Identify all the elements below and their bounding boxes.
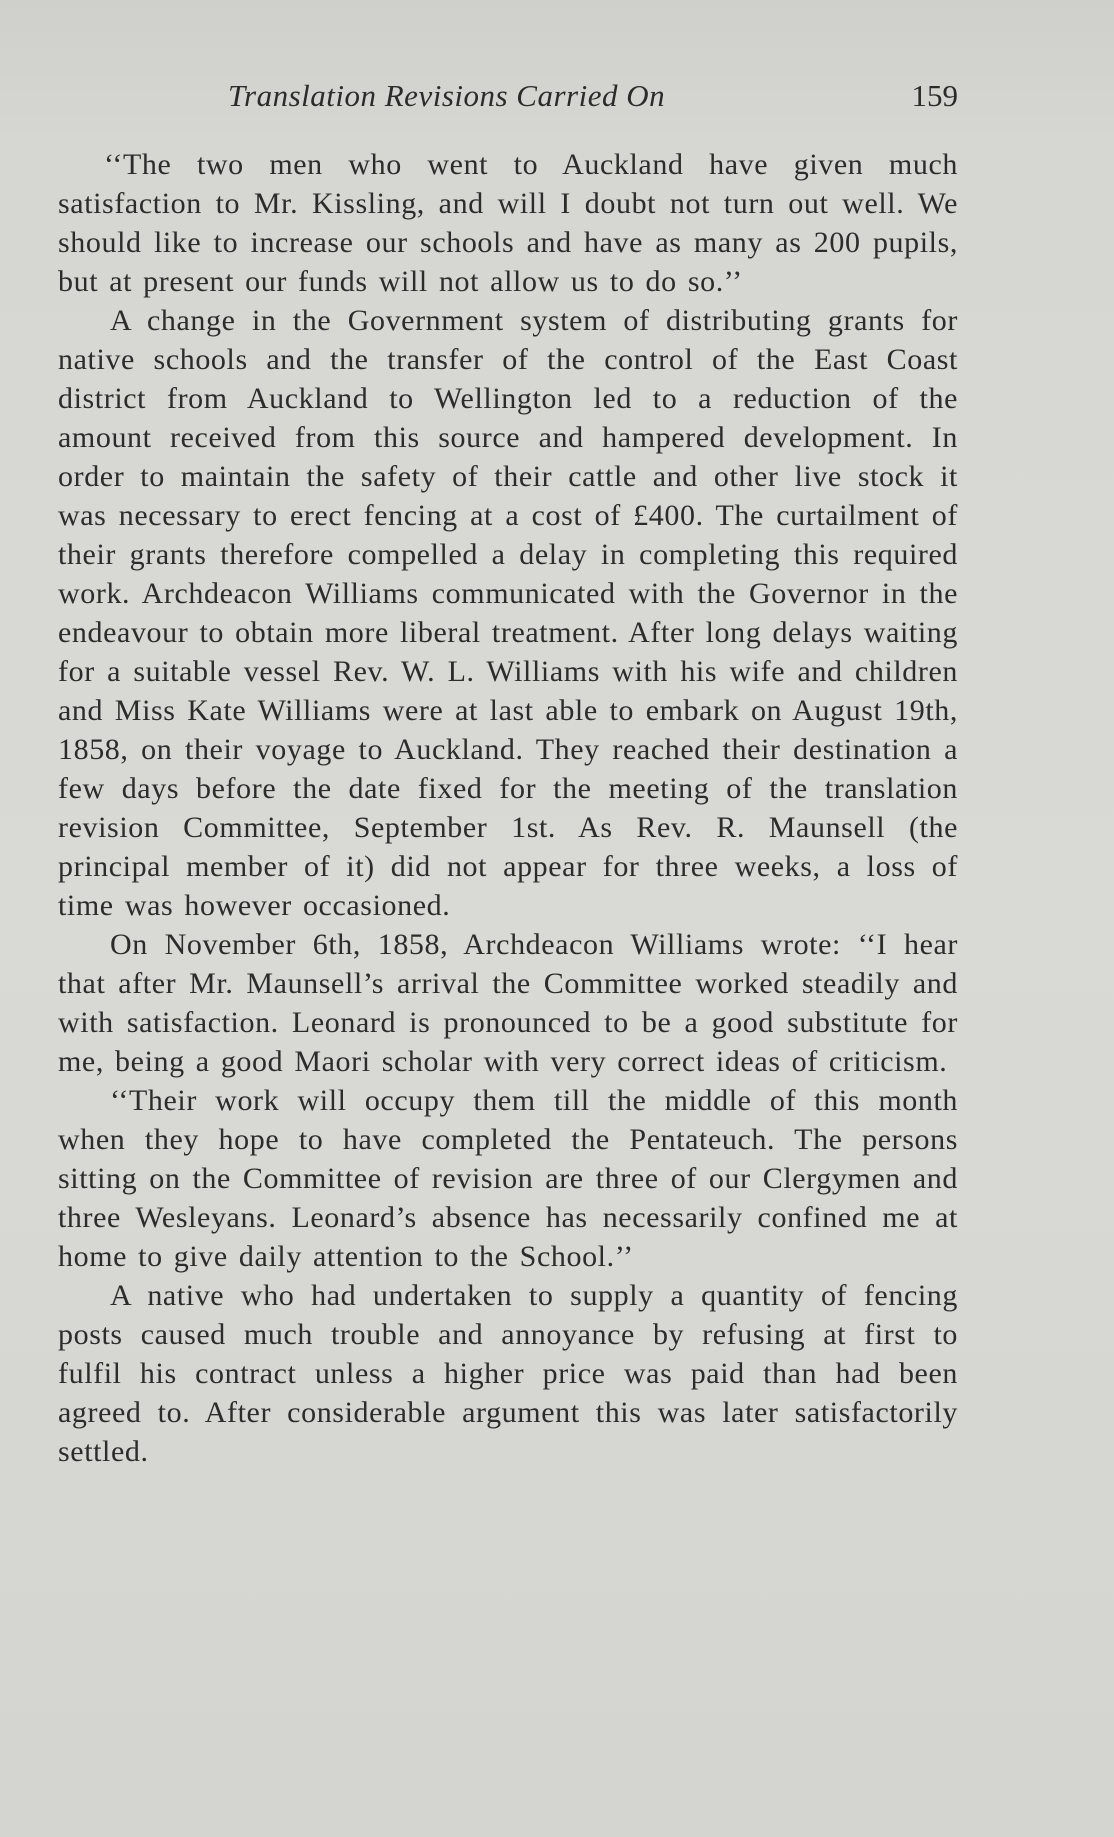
paragraph-quote-auckland: ‘‘The two men who went to Auckland have given much satisfaction to Mr. Kissling, and will I doubt not turn out well. We should like to increase our schools and have as many as 200 pupils, but at present our funds will not allow us to do so.’’ [58, 148, 958, 298]
running-title: Translation Revisions Carried On [228, 78, 666, 113]
body-text [58, 145, 958, 1471]
page-number: 159 [911, 78, 958, 113]
paragraph-fencing-posts: A native who had undertaken to supply a quantity of fencing posts caused much trouble and annoyance by refusing at first to fulfil his contract unless a higher price was paid than had been agreed to. After considerable argument this was later satisfactorily settled. [58, 1279, 958, 1468]
paragraph-archdeacon-letter: On November 6th, 1858, Archdeacon Williams wrote: ‘‘I hear that after Mr. Maunsell’s arrival the Committee worked steadily and with satisfaction. Leonard is pronounced to be a good substitute for me, being a good Maori scholar with very correct ideas of criticism. [58, 928, 958, 1078]
paragraph-government-grants: A change in the Government system of distributing grants for native schools and the transfer of the control of the East Coast district from Auckland to Wellington led to a reduction of the amount received from this source and hampered development. In order to maintain the safety of their cattle and other live stock it was necessary to erect fencing at a cost of £400. The curtailment of their grants therefore compelled a delay in completing this required work. Archdeacon Williams communicated with the Governor in the endeavour to obtain more liberal treatment. After long delays waiting for a suitable vessel Rev. W. L. Williams with his wife and children and Miss Kate Williams were at last able to embark on August 19th, 1858, on their voyage to Auckland. They reached their destination a few days before the date fixed for the meeting of the translation revision Committee, September 1st. As Rev. R. Maunsell (the principal member of it) did not appear for three weeks, a loss of time was however occasioned. [58, 304, 958, 922]
running-head [58, 78, 958, 122]
paragraph-committee-work: ‘‘Their work will occupy them till the middle of this month when they hope to have completed the Pentateuch. The persons sitting on the Committee of revision are three of our Clergymen and three Wesleyans. Leonard’s absence has necessarily confined me at home to give daily attention to the School.’’ [58, 1084, 958, 1273]
